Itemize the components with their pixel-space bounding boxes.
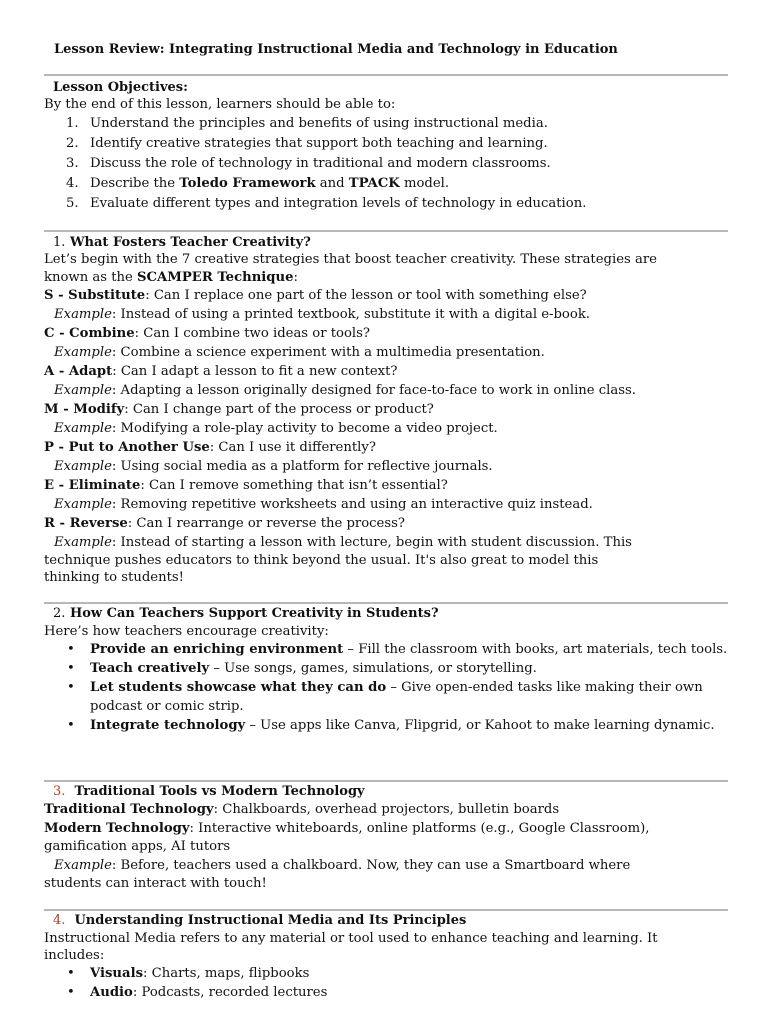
list-item: 2. Identify creative strategies that support both teaching and learning.	[66, 136, 548, 151]
section-2-intro: Here’s how teachers encourage creativity:	[44, 624, 329, 639]
creativity-support-list	[44, 640, 750, 735]
objectives-heading: Lesson Objectives:	[53, 80, 188, 95]
scamper-example: Example: Using social media as a platform for reflective journals.	[54, 459, 493, 474]
list-item: • Visuals: Charts, maps, flipbooks	[67, 966, 310, 981]
section-divider	[44, 74, 728, 76]
list-item: 4. Describe the Toledo Framework and TPACK model.	[66, 176, 450, 191]
scamper-example: Example: Removing repetitive worksheets and using an interactive quiz instead.	[54, 497, 593, 512]
traditional-technology: Traditional Technology: Chalkboards, overhead projectors, bulletin boards	[44, 802, 560, 817]
instructional-media-list	[44, 964, 750, 1002]
section-3-heading: 3. Traditional Tools vs Modern Technology	[53, 784, 365, 799]
section-1-intro-cont: known as the SCAMPER Technique:	[44, 270, 298, 285]
list-item: • Teach creatively – Use songs, games, simulations, or storytelling.	[67, 661, 537, 676]
modern-technology: Modern Technology: Interactive whiteboards, online platforms (e.g., Google Classroom),	[44, 821, 650, 836]
scamper-example: Example: Modifying a role-play activity to become a video project.	[54, 421, 498, 436]
scamper-eliminate: E - Eliminate: Can I remove something that isn’t essential?	[44, 478, 448, 493]
scamper-adapt: A - Adapt: Can I adapt a lesson to fit a new context?	[44, 364, 398, 379]
section-2-heading: 2. How Can Teachers Support Creativity in Students?	[53, 606, 439, 621]
scamper-modify: M - Modify: Can I change part of the process or product?	[44, 402, 434, 417]
section-4-intro-cont: includes:	[44, 948, 105, 963]
section-1-intro: Let’s begin with the 7 creative strategies that boost teacher creativity. These strategies are	[44, 252, 657, 267]
scamper-put-to-another-use: P - Put to Another Use: Can I use it differently?	[44, 440, 376, 455]
list-item: • Audio: Podcasts, recorded lectures	[67, 985, 328, 1000]
scamper-example: Example: Instead of starting a lesson with lecture, begin with student discussion. This	[54, 535, 632, 550]
list-item: 1. Understand the principles and benefits of using instructional media.	[66, 116, 548, 131]
objectives-intro: By the end of this lesson, learners should be able to:	[44, 97, 396, 112]
list-item: 5. Evaluate different types and integration levels of technology in education.	[66, 196, 587, 211]
list-item: • Integrate technology – Use apps like Canva, Flipgrid, or Kahoot to make learning dynamic.	[67, 718, 715, 733]
scamper-example: Example: Adapting a lesson originally designed for face-to-face to work in online class.	[54, 383, 636, 398]
document-title: Lesson Review: Integrating Instructional Media and Technology in Education	[54, 42, 618, 57]
scamper-example: Example: Instead of using a printed textbook, substitute it with a digital e-book.	[54, 307, 590, 322]
list-item: • Provide an enriching environment – Fill the classroom with books, art materials, tech tools.	[67, 642, 728, 657]
section-4-heading: 4. Understanding Instructional Media and Its Principles	[53, 913, 467, 928]
section-1-heading: 1. What Fosters Teacher Creativity?	[53, 235, 311, 250]
section-4-intro: Instructional Media refers to any material or tool used to enhance teaching and learning. It	[44, 931, 658, 946]
section-divider	[44, 230, 728, 232]
scamper-combine: C - Combine: Can I combine two ideas or tools?	[44, 326, 370, 341]
scamper-example: Example: Combine a science experiment with a multimedia presentation.	[54, 345, 545, 360]
section-1-closing: technique pushes educators to think beyond the usual. It's also great to model this	[44, 553, 599, 568]
objectives-list	[44, 114, 586, 214]
scamper-substitute: S - Substitute: Can I replace one part of the lesson or tool with something else?	[44, 288, 587, 303]
scamper-reverse: R - Reverse: Can I rearrange or reverse the process?	[44, 516, 405, 531]
section-1-closing-cont: thinking to students!	[44, 570, 184, 585]
section-3-example-cont: students can interact with touch!	[44, 876, 267, 891]
section-3-example: Example: Before, teachers used a chalkboard. Now, they can use a Smartboard where	[54, 858, 631, 873]
list-item: 3. Discuss the role of technology in traditional and modern classrooms.	[66, 156, 551, 171]
modern-technology-cont: gamification apps, AI tutors	[44, 839, 231, 854]
list-item: • Let students showcase what they can do – Give open-ended tasks like making their own podcast or comic strip.	[67, 680, 703, 714]
